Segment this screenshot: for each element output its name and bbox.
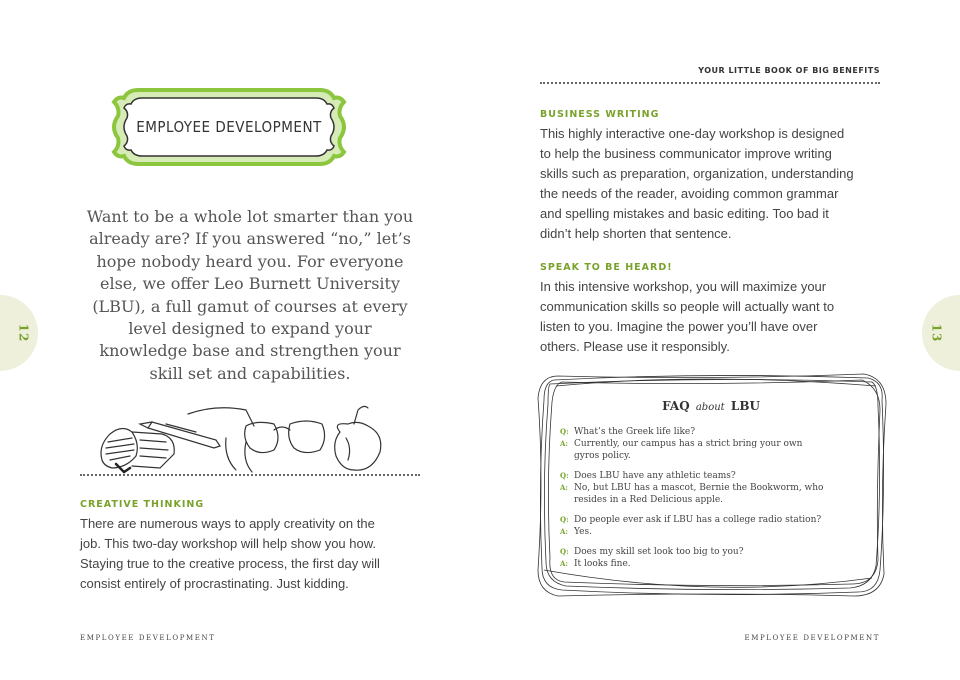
notebook-sketch	[101, 428, 174, 472]
page-title: EMPLOYEE DEVELOPMENT	[136, 118, 322, 136]
answer-text	[574, 438, 802, 462]
body-line: skills such as preparation, organization, understanding	[540, 166, 854, 181]
left-footer: EMPLOYEE DEVELOPMENT	[80, 634, 216, 642]
body-line: This highly interactive one-day workshop is designed	[540, 126, 845, 141]
intro-line: (LBU), a full gamut of courses at every	[92, 296, 408, 316]
answer-text: It looks fine.	[574, 559, 631, 569]
q-mark: Q:	[560, 427, 569, 436]
left-divider	[80, 474, 420, 476]
glasses-sketch	[188, 408, 325, 472]
right-page-number: 13	[929, 323, 944, 343]
intro-paragraph	[80, 206, 420, 385]
answer-line: resides in a Red Delicious apple.	[574, 495, 724, 505]
business-writing-body	[540, 124, 885, 244]
creative-thinking-heading: CREATIVE THINKING	[80, 499, 205, 510]
question-text: Does my skill set look too big to you?	[574, 547, 744, 557]
answer-line: gyros policy.	[574, 451, 631, 461]
faq-item	[560, 546, 850, 570]
intro-line: Want to be a whole lot smarter than you	[86, 207, 414, 226]
faq-title-right: LBU	[730, 399, 760, 413]
body-line: listen to you. Imagine the power you’ll have over	[540, 319, 818, 334]
faq-item	[560, 470, 850, 506]
left-page-number: 12	[16, 323, 31, 343]
body-line: consist entirely of procrastinating. Just kidding.	[80, 576, 349, 591]
faq-answer	[560, 482, 850, 506]
a-mark: A:	[560, 559, 569, 568]
creative-thinking-body	[80, 514, 425, 594]
q-mark: Q:	[560, 471, 569, 480]
header-divider	[540, 82, 880, 84]
question-text: What’s the Greek life like?	[574, 427, 696, 437]
body-line: Staying true to the creative process, the first day will	[80, 556, 380, 571]
body-line: and spelling mistakes and basic editing. Too bad it	[540, 206, 829, 221]
intro-line: else, we offer Leo Burnett University	[100, 274, 400, 294]
faq-question	[560, 514, 850, 526]
a-mark: A:	[560, 483, 569, 492]
q-mark: Q:	[560, 547, 569, 556]
intro-line: level designed to expand your	[128, 319, 372, 339]
intro-line: knowledge base and strengthen your	[99, 341, 401, 361]
answer-text: Yes.	[574, 527, 592, 537]
faq-answer	[560, 526, 850, 538]
a-mark: A:	[560, 439, 569, 448]
question-text: Do people ever ask if LBU has a college radio station?	[574, 515, 822, 525]
business-writing-heading: BUSINESS WRITING	[540, 109, 660, 120]
faq-title	[540, 399, 882, 413]
answer-text	[574, 482, 823, 506]
faq-answer	[560, 558, 850, 570]
faq-question	[560, 470, 850, 482]
q-mark: Q:	[560, 515, 569, 524]
faq-question	[560, 426, 850, 438]
body-line: the needs of the reader, avoiding common grammar	[540, 186, 839, 201]
body-line: There are numerous ways to apply creativity on the	[80, 516, 375, 531]
body-line: to help the business communicator improve writing	[540, 146, 832, 161]
faq-item	[560, 426, 850, 462]
intro-line: skill set and capabilities.	[149, 363, 351, 383]
answer-line: Currently, our campus has a strict bring your own	[574, 439, 803, 449]
body-line: communication skills so people will actually want to	[540, 299, 835, 314]
question-text: Does LBU have any athletic teams?	[574, 471, 736, 481]
speak-to-be-heard-heading: SPEAK TO BE HEARD!	[540, 262, 673, 273]
intro-line: already are? If you answered “no,” let’s	[89, 229, 411, 249]
body-line: In this intensive workshop, you will maximize your	[540, 279, 827, 294]
faq-title-mid: about	[695, 402, 725, 413]
intro-line: hope nobody heard you. For everyone	[96, 251, 404, 271]
a-mark: A:	[560, 527, 569, 536]
apple-sketch	[335, 406, 381, 470]
faq-list	[560, 426, 850, 578]
pen-sketch	[140, 422, 220, 448]
body-line: job. This two-day workshop will help show you how.	[80, 536, 377, 551]
body-line: others. Please use it responsibly.	[540, 339, 730, 354]
faq-answer	[560, 438, 850, 462]
desk-doodle-illustration	[96, 398, 396, 476]
body-line: didn’t help shorten that sentence.	[540, 226, 732, 241]
faq-question	[560, 546, 850, 558]
speak-to-be-heard-body	[540, 277, 885, 357]
running-header: YOUR LITTLE BOOK OF BIG BENEFITS	[698, 66, 880, 75]
answer-line: No, but LBU has a mascot, Bernie the Bookworm, who	[574, 483, 824, 493]
faq-title-left: FAQ	[662, 399, 690, 413]
right-footer: EMPLOYEE DEVELOPMENT	[744, 634, 880, 642]
faq-item	[560, 514, 850, 538]
